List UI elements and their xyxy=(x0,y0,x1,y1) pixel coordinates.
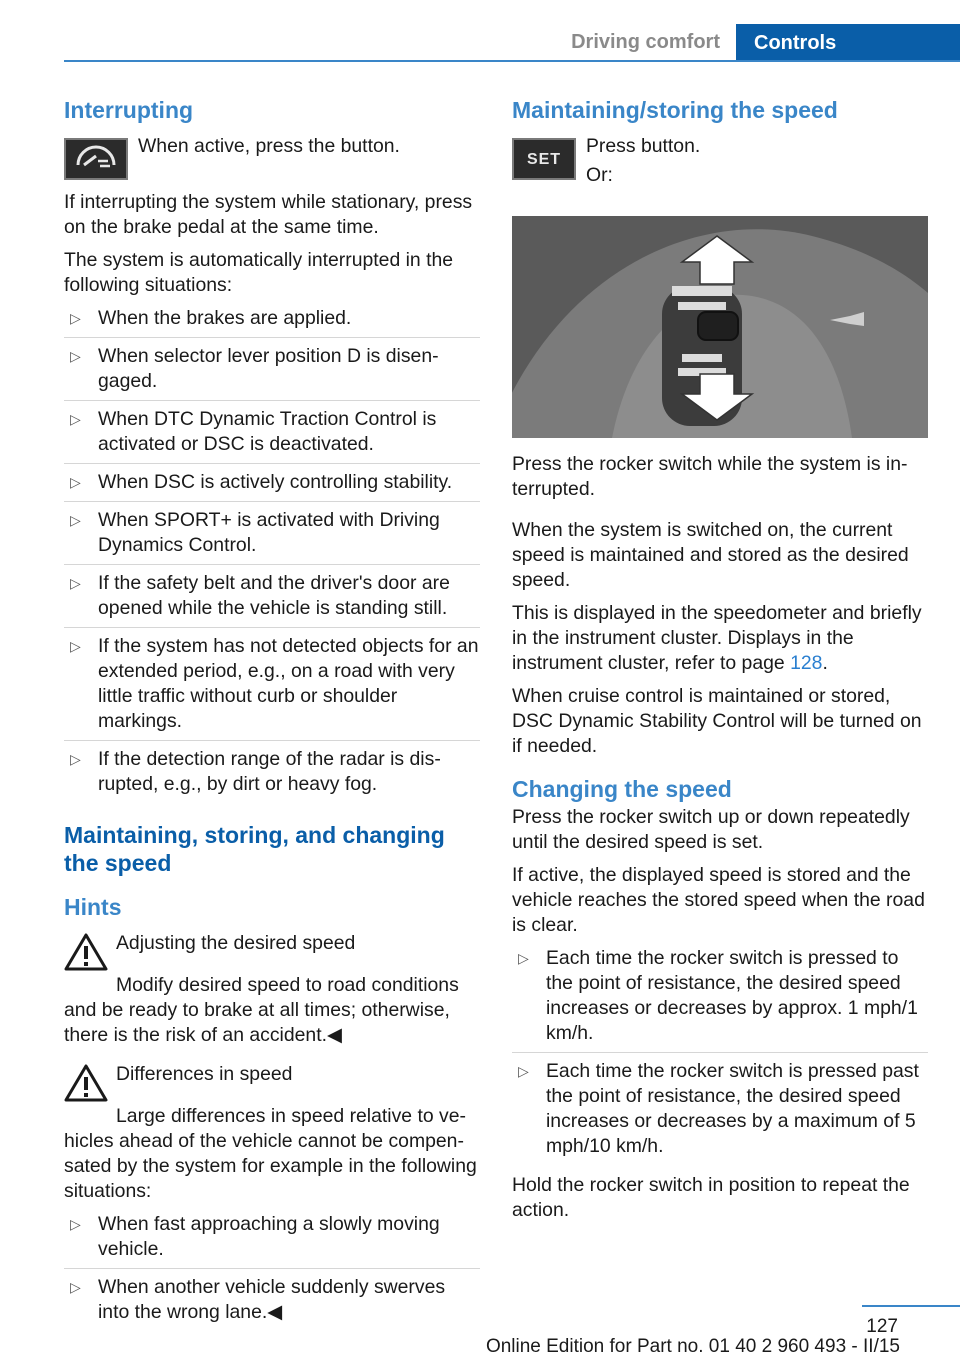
list-item: ▷ Each time the rocker switch is pressed to the point of resistance, the desired speed increases or decreases by approx. 1 mph/1 km/h. xyxy=(512,946,928,1053)
left-column xyxy=(64,96,480,1345)
list-item: ▷ Each time the rocker switch is pressed past the point of resistance, the desired speed increases or decreases by a maximum of 5 mph/10 km/h. xyxy=(518,1060,919,1157)
heading-interrupting: Interrupting xyxy=(64,97,194,123)
warning-title: Differences in speed xyxy=(116,1063,293,1085)
speed-change-list xyxy=(512,946,928,1165)
triangle-bullet-icon: ▷ xyxy=(518,1063,529,1079)
footer-edition: Online Edition for Part no. 01 40 2 960 493 - II/15 xyxy=(485,1336,900,1357)
warning-body: Large differences in speed relative to vehicles ahead of the vehicle cannot be compensated by the system for example in the following situations: xyxy=(64,1105,477,1202)
list-item: ▷ When DSC is actively controlling stability. xyxy=(64,470,480,502)
paragraph-switched-on: When the system is switched on, the current speed is maintained and stored as the desired speed. xyxy=(512,519,909,591)
heading-changing-speed: Changing the speed xyxy=(512,776,732,802)
triangle-bullet-icon: ▷ xyxy=(70,348,81,364)
steering-wheel-rocker-switch-image xyxy=(512,216,928,438)
interrupt-situations-list xyxy=(64,306,480,803)
paragraph-stored-speed: If active, the displayed speed is stored and the vehicle reaches the stored speed when the road is clear. xyxy=(512,864,925,936)
heading-maintaining-storing: Maintaining/storing the speed xyxy=(512,97,838,123)
triangle-bullet-icon: ▷ xyxy=(70,751,81,767)
list-item: ▷ If the safety belt and the driver's door are opened while the vehicle is standing still. xyxy=(64,571,480,628)
list-item: ▷ When DTC Dynamic Traction Control is activated or DSC is deactivated. xyxy=(64,407,480,464)
warning-triangle-icon xyxy=(64,933,108,971)
list-item: ▷ When SPORT+ is activated with Driving Dynamics Control. xyxy=(64,508,480,565)
triangle-bullet-icon: ▷ xyxy=(70,310,81,326)
speed-difference-situations-list xyxy=(64,1212,480,1331)
right-column xyxy=(512,96,928,1231)
header-rule xyxy=(64,60,960,62)
paragraph-hold-rocker: Hold the rocker switch in position to repeat the action. xyxy=(512,1174,910,1221)
warning-adjusting-speed xyxy=(64,931,480,1048)
warning-title: Adjusting the desired speed xyxy=(116,932,356,954)
list-item: ▷ When another vehicle suddenly swerves into the wrong lane.◀ xyxy=(70,1276,446,1323)
cruise-control-button-icon xyxy=(64,138,128,180)
set-button-icon xyxy=(512,138,576,180)
heading-hints: Hints xyxy=(64,894,122,920)
triangle-bullet-icon: ▷ xyxy=(70,474,81,490)
set-instruction xyxy=(512,134,928,192)
interrupt-instruction xyxy=(64,134,480,180)
footer-rule xyxy=(862,1305,960,1307)
page-number: 127 xyxy=(866,1316,898,1337)
triangle-bullet-icon: ▷ xyxy=(518,950,529,966)
interrupt-instruction-text: When active, press the button. xyxy=(138,135,400,157)
triangle-bullet-icon: ▷ xyxy=(70,411,81,427)
page-reference-link[interactable]: 128 xyxy=(790,652,823,674)
triangle-bullet-icon: ▷ xyxy=(70,1216,81,1232)
triangle-bullet-icon: ▷ xyxy=(70,575,81,591)
list-item: ▷ When fast approaching a slowly moving vehicle. xyxy=(64,1212,480,1269)
list-item: ▷ If the system has not detected objects for an extended period, e.g., on a road with very little traffic without curb or shoulder markings. xyxy=(64,634,480,741)
warning-body: Modify desired speed to road conditions and be ready to brake at all times; otherwise, there is the risk of an accident.◀ xyxy=(64,974,459,1046)
set-instruction-line2: Or: xyxy=(586,164,613,186)
list-item: ▷ When the brakes are applied. xyxy=(64,306,480,338)
paragraph-stationary: If interrupting the system while stationary, press on the brake pedal at the same time. xyxy=(64,191,473,238)
triangle-bullet-icon: ▷ xyxy=(70,512,81,528)
list-item: ▷ If the detection range of the radar is disrupted, e.g., by dirt or heavy fog. xyxy=(70,748,441,795)
header-chapter-label: Controls xyxy=(736,24,960,62)
warning-speed-differences xyxy=(64,1062,480,1331)
paragraph-auto-interrupt: The system is automatically interrupted in the following situations: xyxy=(64,249,454,296)
paragraph-dsc: When cruise control is maintained or stored, DSC Dynamic Stability Control will be turned on if needed. xyxy=(512,685,922,757)
triangle-bullet-icon: ▷ xyxy=(70,1279,81,1295)
set-button-label: SET xyxy=(526,150,562,168)
set-instruction-line1: Press button. xyxy=(586,135,701,157)
header-section-label: Driving comfort xyxy=(571,31,720,53)
paragraph-displayed: This is displayed in the speedometer and briefly in the instrument cluster. Displays in the instrument cluster, refer to page 128. xyxy=(512,602,922,674)
paragraph-rocker-interrupted: Press the rocker switch while the system is interrupted. xyxy=(512,453,908,500)
warning-triangle-icon xyxy=(64,1064,108,1102)
heading-maintaining: Maintaining, storing, and changing the speed xyxy=(64,822,445,876)
list-item: ▷ When selector lever position D is disengaged. xyxy=(64,344,480,401)
triangle-bullet-icon: ▷ xyxy=(70,638,81,654)
paragraph-press-rocker: Press the rocker switch up or down repeatedly until the desired speed is set. xyxy=(512,806,910,853)
